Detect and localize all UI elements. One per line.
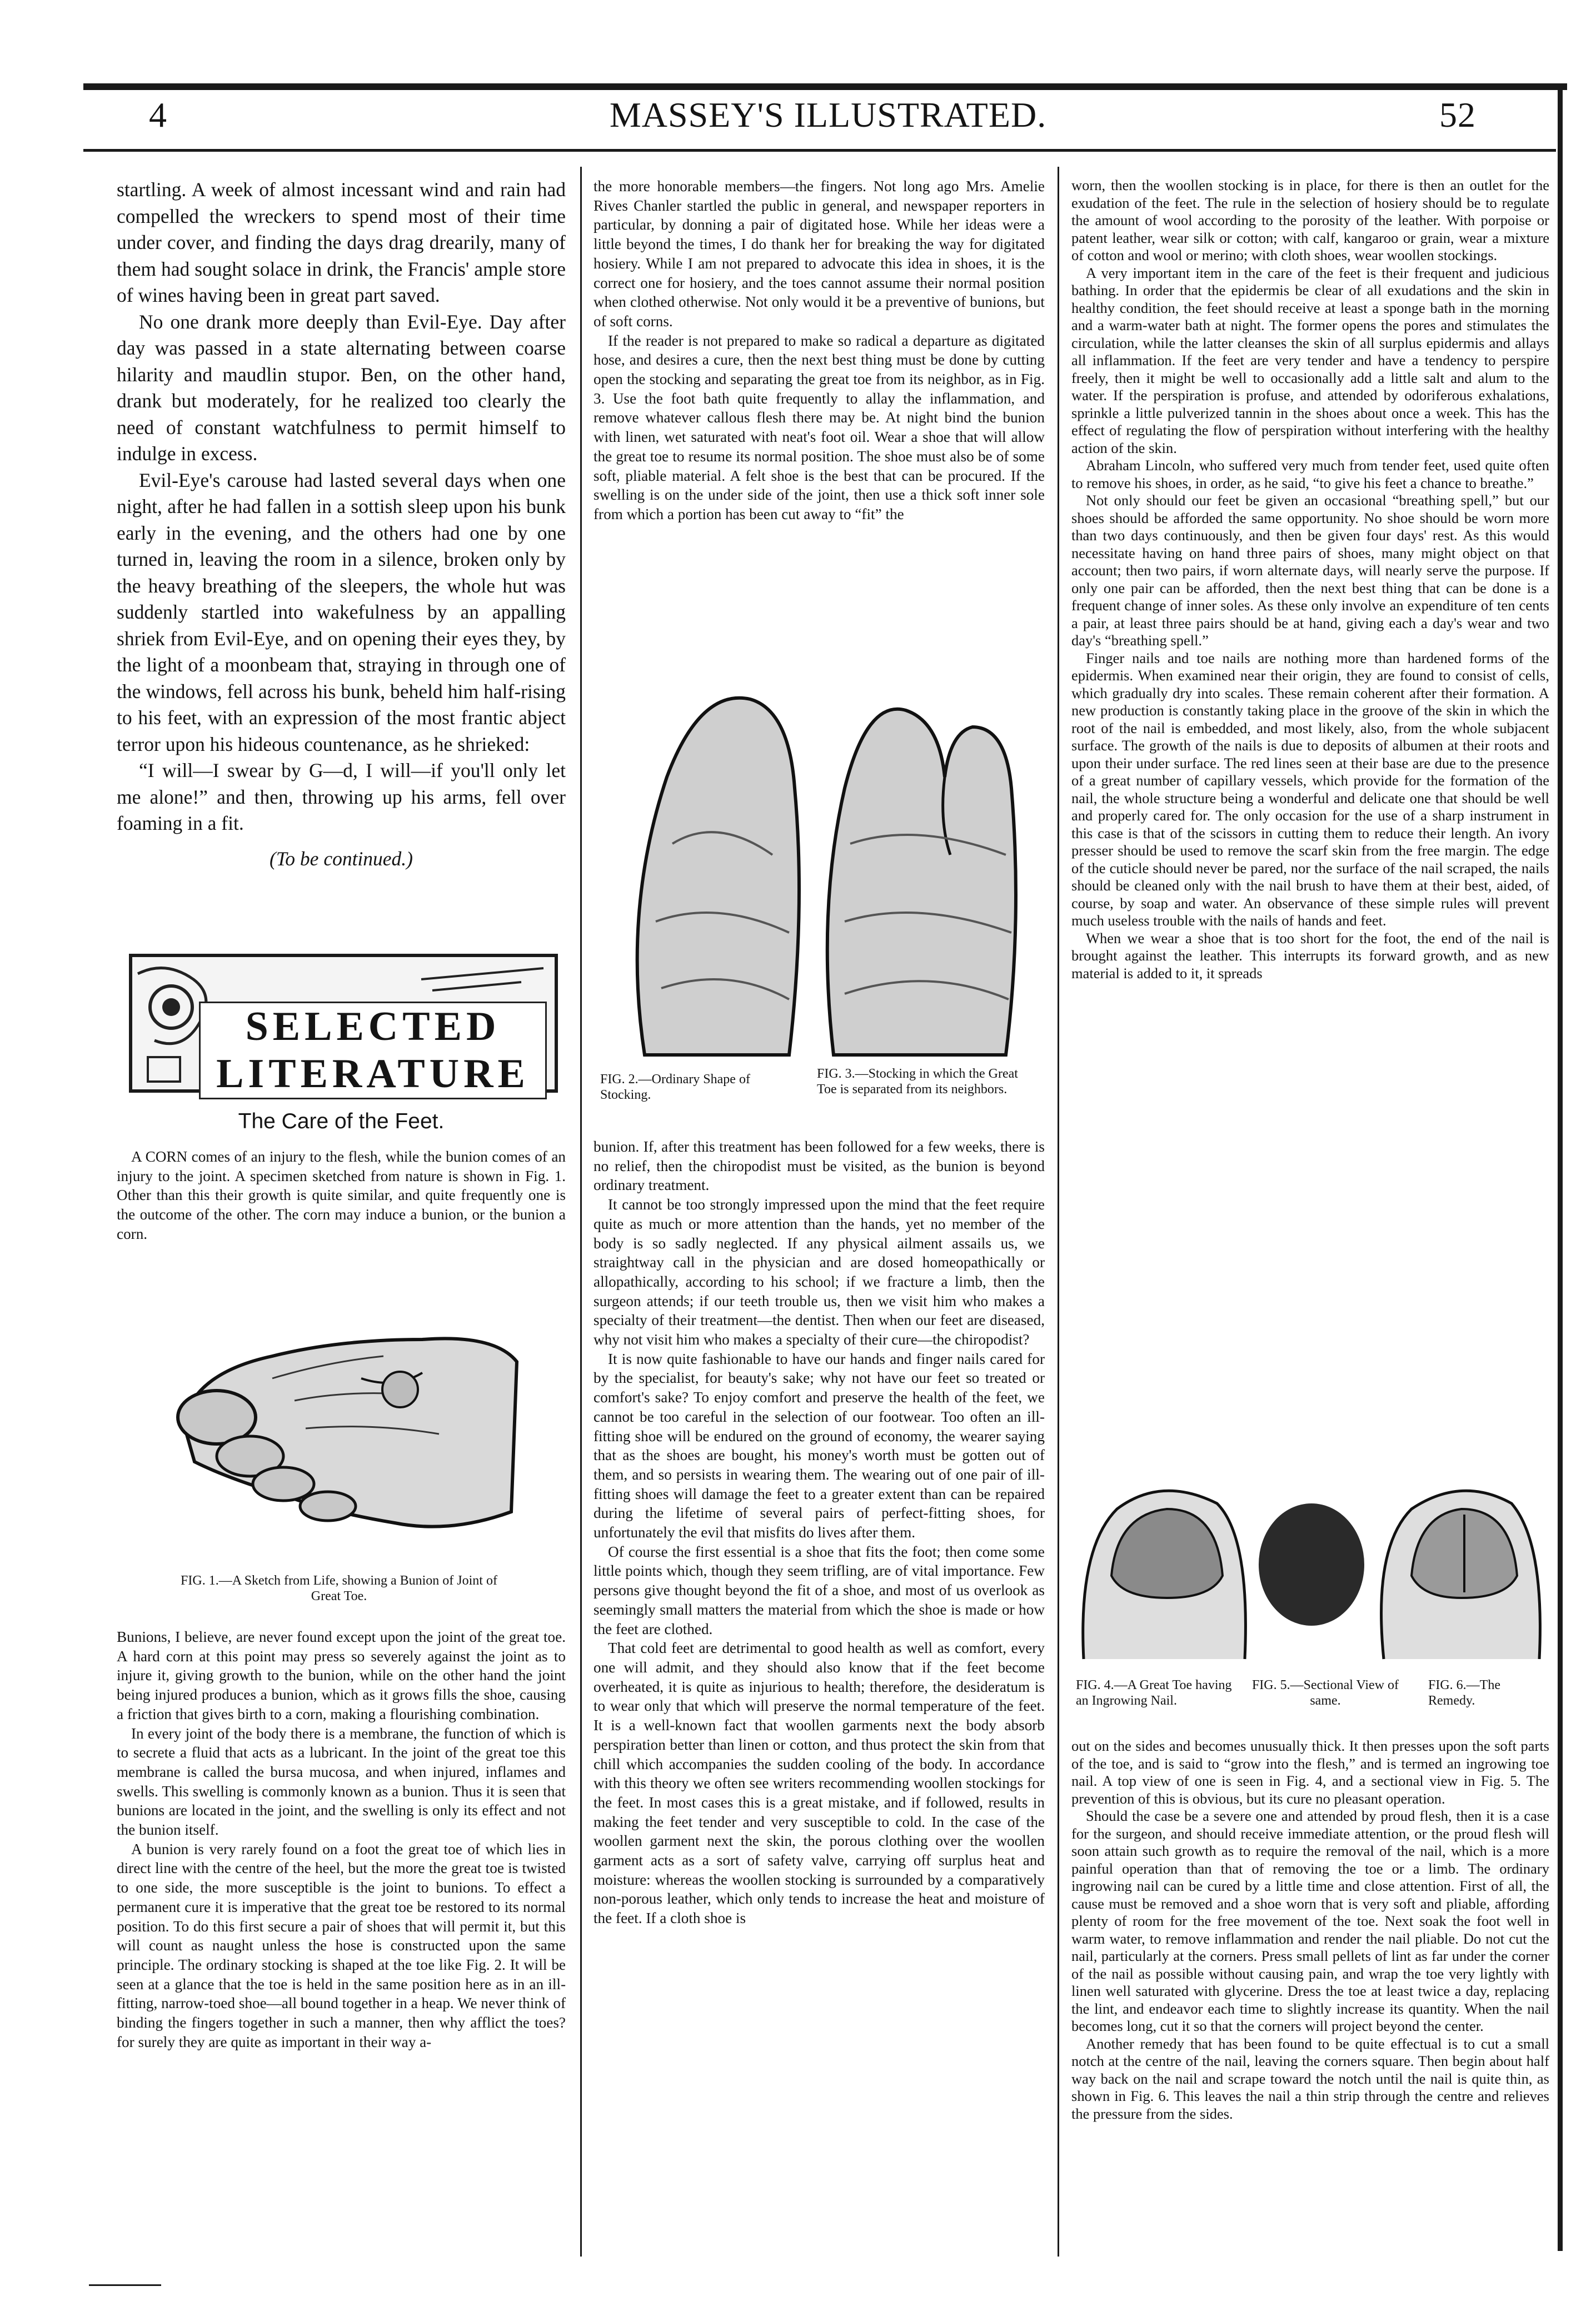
article-paragraph: A CORN comes of an injury to the flesh, while the bunion comes of an injury to the joint. A specimen sketched from nature is shown in Fig. 1. Other than this their growth is quite similar, and quite frequently one is the outcome of the other. The corn may induce a bunion, or the bunion a corn. (117, 1148, 566, 1242)
running-head-title: MASSEY'S ILLUSTRATED. (609, 95, 1047, 135)
story-paragraph: No one drank more deeply than Evil-Eye. Day after day was passed in a state alternating between coarse hilarity and maudlin stupor. Ben, on the other hand, drank but moderately, for he realized too clearly the need of constant watchfulness to permit himself to indulge in excess. (117, 310, 566, 465)
fig2-caption: FIG. 2.—Ordinary Shape of Stocking. (600, 1072, 750, 1102)
article-col1-bottom (117, 1627, 566, 2051)
story-paragraph: “I will—I swear by G—d, I will—if you'll only let me alone!” and then, throwing up his arms, fell over foaming in a fit. (117, 759, 566, 834)
article-paragraph: It cannot be too strongly impressed upon the mind that the feet require quite as much or more attention than the hands, yet no member of the body is so sadly neglected. If any physical ailment assails us, we straightway call in the physician and are dosed homeopathically or allopathically, according to his school; if we fracture a limb, then the surgeon attends; if our teeth trouble us, then we visit him who makes a specialty of their treatment—the dentist. Then when our feet are diseased, why not visit him who makes a specialty of their cure—the chiropodist? (593, 1196, 1045, 1348)
article-col3-bottom (1071, 1737, 1549, 2123)
article-paragraph: Bunions, I believe, are never found except upon the joint of the great toe. A hard corn at this point may press so severely against the joint as to injure it, giving growth to the bunion, while on the other hand the joint being injured produces a bunion, which as it grows fills the shoe, causing a friction that gives birth to a corn, making a flourishing combination. (117, 1628, 566, 1722)
section-banner (129, 954, 558, 1097)
article-paragraph: A very important item in the care of the feet is their frequent and judicious bathing. In order that the epidermis be clear of all exudations and the skin in healthy condition, the feet should receive at least a sponge bath in the morning and a warm-water bath at night. The former opens the pores and stimulates the circulation, while the latter cleanses the skin of all surplus epidermis and allays all inflammation. If the feet are very tender and have a tendency to perspire freely, then it might be well to occasionally add a little salt and alum to the water. If the perspiration is profuse, and attended by odoriferous exhalations, sprinkle a little pulverized tannin in the shoes about once a week. This has the effect of regulating the flow of perspiration without interfering with the healthy action of the skin. (1071, 264, 1549, 456)
header-rule (83, 149, 1556, 152)
article-paragraph: When we wear a shoe that is too short for the foot, the end of the nail is brought against the leather. This interrupts its forward growth, and as new material is added to it, it spreads (1071, 929, 1549, 982)
article-paragraph: Another remedy that has been found to be quite effectual is to cut a small notch at the centre of the nail, leaving the corners square. Then begin about half way back on the nail and scrape toward the notch until the nail is quite thin, as shown in Fig. 6. This leaves the nail a thin strip through the centre and relieves the pressure from the sides. (1071, 2035, 1549, 2122)
article-paragraph: worn, then the woollen stocking is in place, for there is then an outlet for the exudation of the feet. The rule in the selection of hosiery should be to regulate the amount of wool according to the porosity of the leather. With porpoise or patent leather, wear silk or cotton; with calf, kangaroo or grain, wear a mixture of cotton and wool or merino; with cloth shoes, wear woollen stockings. (1071, 177, 1549, 263)
fig3-caption: FIG. 3.—Stocking in which the Great Toe is separated from its neighbors. (817, 1067, 1018, 1097)
fig2-fig3-stocking-illustration (606, 677, 1039, 1066)
fig1-caption: FIG. 1.—A Sketch from Life, showing a Bunion of Joint of Great Toe. (181, 1573, 497, 1603)
article-col2-bottom (593, 1137, 1045, 1928)
footer-rule (89, 2284, 161, 2286)
column-rule-2 (1058, 167, 1059, 2257)
fig6-caption: FIG. 6.—The Remedy. (1428, 1678, 1500, 1708)
article-paragraph: Not only should our feet be given an occasional “breathing spell,” but our shoes should be afforded the same opportunity. No shoe should be worn more than two days continuously, and then be given four days' rest. As this would necessitate having on hand three pairs of shoes, many might object on that account; then two pairs, if worn alternate days, will nearly serve the purpose. If only one pair can be afforded, then the next best thing that can be done is a frequent change of inner soles. As these only involve an expenditure of ten cents a pair, at least three pairs should be at hand, giving each a day's wear and two day's “breathing spell.” (1071, 492, 1549, 649)
article-paragraph: the more honorable members—the fingers. Not long ago Mrs. Amelie Rives Chanler startled the public in general, and newspaper reporters in particular, by donning a pair of digitated hose. While her ideas were a little beyond the times, I do thank her for breaking the way for digitated hosiery. While I am not prepared to advocate this idea in shoes, it is the correct one for hosiery, and the toes cannot assume their normal position when clothed otherwise. Not only would it be a preventive of bunions, but of soft corns. (593, 178, 1045, 330)
article-paragraph: A bunion is very rarely found on a foot the great toe of which lies in direct line with the centre of the heel, but the more the great toe is twisted to one side, the more susceptible is the joint to bunions. To effect a permanent cure it is imperative that the great toe be restored to its normal position. To do this first secure a pair of shoes that will permit it, but this will count as naught unless the hose is constructed upon the same principle. The ordinary stocking is shaped at the toe like Fig. 2. It will be seen at a glance that the toe is held in the same position here as in an ill-fitting, narrow-toed shoe—all bound together in a heap. We never think of binding the fingers together in such a manner, then why afflict the toes? for surely they are quite as important in their way a- (117, 1840, 566, 2050)
page-number-left: 4 (149, 95, 167, 135)
article-paragraph: Abraham Lincoln, who suffered very much from tender feet, used quite often to remove his shoes, in order, as he said, “to give his feet a chance to breathe.” (1071, 457, 1549, 491)
article-paragraph: That cold feet are detrimental to good health as well as comfort, every one will admit, and they should also know that if the feet become overheated, it is quite as injurious to health; therefore, the desideratum is to wear only that which will preserve the normal temperature of the feet. It is a well-known fact that woollen garments next the body absorb perspiration better than linen or cotton, and thus protect the skin from that chill which accompanies the sudden cooling of the body. In accordance with this theory we often see writers recommending woollen stockings for the feet. In most cases this is a great mistake, and if followed, results in making the feet tender and very susceptible to cold. In the case of the woollen garment next the skin, the porous clothing over the woollen garment acts as a sort of safety valve, carrying off surplus heat and moisture: whereas the woollen stocking is surrounded by a comparatively non-porous leather, which only tends to increase the heat and moisture of the feet. If a cloth shoe is (593, 1640, 1045, 1927)
fig4-fig5-fig6-toenail-illustration (1073, 1481, 1550, 1665)
article-paragraph: It is now quite fashionable to have our hands and finger nails cared for by the specialist, for beauty's sake; why not have our feet so treated or comfort's sake? To enjoy comfort and preserve the health of the feet, we cannot be too careful in the selection of our footwear. Too often an ill-fitting shoe will be endured on the ground of economy, the wearer saying that as the shoes are bought, his money's worth must be gotten out of them, and so persists in wearing them. The wearing out of one pair of ill-fitting shoes will damage the feet to a greater extent than can be repaired during the lifetime of several pairs of perfect-fitting shoes, for unfortunately the evil that misfits do lives after them. (593, 1350, 1045, 1541)
story-paragraph: Evil-Eye's carouse had lasted several days when one night, after he had fallen in a sottish sleep upon his bunk early in the evening, and the others had one by one turned in, leaving the room in a silence, broken only by the heavy breathing of the sleepers, the whole hut was suddenly startled into wakefulness by an appalling shriek from Evil-Eye, and on opening their eyes they, by the light of a moonbeam that, straying in through one of the windows, fell across his bunk, beheld him half-rising to his feet, with an expression of the most frantic abject terror upon his hideous countenance, as he shrieked: (117, 469, 566, 755)
article-title: The Care of the Feet. (238, 1109, 445, 1133)
article-col2-top (593, 177, 1045, 524)
page-number-right: 52 (1439, 95, 1476, 135)
article-col1-top (117, 1147, 566, 1244)
fig5-caption: FIG. 5.—Sectional View of same. (1251, 1678, 1399, 1708)
article-paragraph: Of course the first essential is a shoe that fits the foot; then come some little points which, though they seem trifling, are of vital importance. Few persons give thought beyond the fit of a shoe, and most of us overlook as seemingly small matters the material from which the shoe is made or how the feet are clothed. (593, 1543, 1045, 1637)
fig1-bunion-foot-illustration (161, 1278, 528, 1556)
to-be-continued: (To be continued.) (270, 847, 413, 870)
column-rule-1 (580, 167, 582, 2257)
section-banner-title: SELECTED LITERATURE (199, 1002, 547, 1099)
article-paragraph: bunion. If, after this treatment has been followed for a few weeks, there is no relief, then the chiropodist must be visited, as the bunion is beyond ordinary treatment. (593, 1138, 1045, 1194)
article-paragraph: If the reader is not prepared to make so radical a departure as digitated hose, and desires a cure, then the next best thing must be done by cutting open the stocking and separating the great toe from its neighbor, as in Fig. 3. Use the foot bath quite frequently to allay the inflammation, and remove whatever callous flesh there may be. At night bind the bunion with linen, wet saturated with neat's foot oil. Wear a shoe that will allow the great toe to resume its normal position. The shoe must also be of some soft, pliable material. A felt shoe is the best that can be procured. If the swelling is on the under side of the joint, then use a thick soft inner sole from which a portion has been cut away to “fit” the (593, 332, 1045, 522)
article-paragraph: Finger nails and toe nails are nothing more than hardened forms of the epidermis. When examined near their origin, they are found to consist of cells, which gradually dry into scales. These remain coherent after their formation. A new production is constantly taking place in the groove of the skin in which the root of the nail is embedded, and most likely, also, from the whole subjacent surface. The growth of the nails is due to deposits of albumen at their roots and upon their under surface. The red lines seen at their base are due to the presence of a great number of capillary vessels, which provide for the formation of the nail, the whole structure being a wonderful and delicate one that should be well and properly cared for. The only occasion for the use of a sharp instrument in this case is that of the scissors in cutting them to reduce their length. An ivory presser should be used to remove the scarf skin from the free margin. The edge of the cuticle should never be pared, nor the surface of the nail scraped, the nails should be cleaned only with the nail brush to have them at their best, aided, of course, by soap and water. An observance of these simple rules will prevent much useless trouble with the nails of hands and feet. (1071, 649, 1549, 929)
story-text (117, 177, 566, 872)
fig4-caption: FIG. 4.—A Great Toe having an Ingrowing Nail. (1076, 1678, 1232, 1708)
article-col3-top (1071, 177, 1549, 982)
article-paragraph: Should the case be a severe one and attended by proud flesh, then it is a case for the surgeon, and should receive immediate attention, or the proud flesh will soon attain such growth as to require the removal of the nail, which is a more painful operation than that of removing the toe or a limb. The ordinary ingrowing nail can be cured by a little time and close attention. First of all, the cause must be removed and a shoe worn that is very soft and pliable, affording plenty of room for the free movement of the toe. Next soak the foot well in warm water, to remove inflammation and render the nail pliable. Do not cut the nail, particularly at the corners. Press small pellets of lint as far under the corner of the nail as possible without causing pain, and wrap the toe very lightly with linen well saturated with glycerine. Dress the toe at least twice a day, replacing the lint, and endeavor each time to slightly increase its quantity. When the nail becomes long, cut it so that the corners will project beyond the center. (1071, 1807, 1549, 2034)
page-frame-right (1558, 83, 1563, 2251)
article-paragraph: out on the sides and becomes unusually thick. It then presses upon the soft parts of the toe, and is said to “grow into the flesh,” and is termed an ingrowing toe nail. A top view of one is seen in Fig. 4, and a sectional view in Fig. 5. The prevention of this is obvious, but its cure no pleasant operation. (1071, 1737, 1549, 1807)
top-rule (83, 83, 1567, 90)
story-paragraph: startling. A week of almost incessant wind and rain had compelled the wreckers to spend most of their time under cover, and finding the days drag drearily, many of them had sought solace in drink, the Francis' ample store of wines having been in great part saved. (117, 178, 566, 306)
article-paragraph: In every joint of the body there is a membrane, the function of which is to secrete a fluid that acts as a lubricant. In the joint of the great toe this membrane is called the bursa mucosa, and when injured, inflames and swells. This swelling is commonly known as a bunion. Thus it is seen that bunions are located in the joint, and the swelling is only its effect and not the bunion itself. (117, 1725, 566, 1839)
